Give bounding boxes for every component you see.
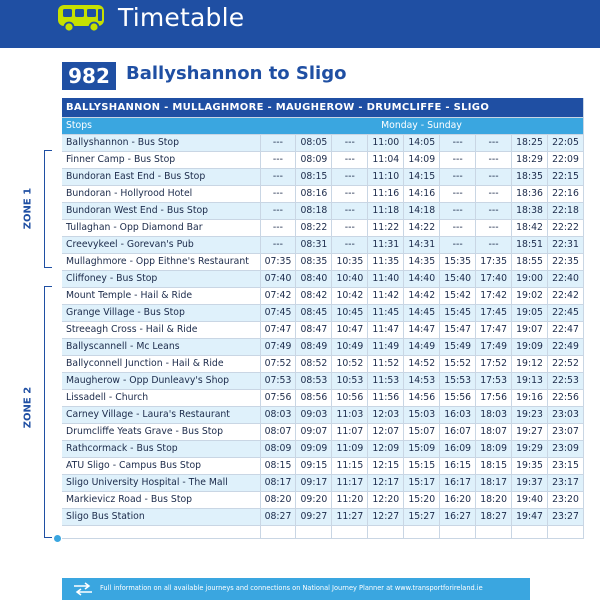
- table-row: [62, 423, 584, 440]
- departure-time: 17:52: [476, 355, 512, 372]
- departure-time: 08:17: [260, 474, 296, 491]
- departure-time: ---: [332, 219, 368, 236]
- departure-time: 11:45: [368, 304, 404, 321]
- stop-name: Bundoran West End - Bus Stop: [62, 202, 260, 219]
- days-header: Monday - Sunday: [260, 117, 584, 134]
- departure-time: 15:42: [440, 287, 476, 304]
- departure-time: 12:07: [368, 423, 404, 440]
- departure-time: 11:03: [332, 406, 368, 423]
- departure-time: 08:45: [296, 304, 332, 321]
- departure-time: 11:53: [368, 372, 404, 389]
- departure-time: 12:20: [368, 491, 404, 508]
- departure-time: ---: [260, 134, 296, 151]
- departure-time: 10:52: [332, 355, 368, 372]
- departure-time: ---: [476, 151, 512, 168]
- departure-time: 07:52: [260, 355, 296, 372]
- departure-time: 19:37: [512, 474, 548, 491]
- departure-time: 14:35: [404, 253, 440, 270]
- stop-name: Tullaghan - Opp Diamond Bar: [62, 219, 260, 236]
- footer-bar: [62, 578, 530, 600]
- departure-time: 22:45: [548, 304, 584, 321]
- departure-time: ---: [476, 219, 512, 236]
- table-row: [62, 338, 584, 355]
- departure-time: ---: [440, 236, 476, 253]
- departure-time: 10:35: [332, 253, 368, 270]
- departure-time: 09:03: [296, 406, 332, 423]
- departure-time: 17:49: [476, 338, 512, 355]
- table-row: [62, 491, 584, 508]
- departure-time: ---: [260, 151, 296, 168]
- departure-time: 18:29: [512, 151, 548, 168]
- table-row: [62, 440, 584, 457]
- departure-time: 17:53: [476, 372, 512, 389]
- header-bar: [0, 0, 600, 48]
- departure-time: 18:03: [476, 406, 512, 423]
- table-row: [62, 389, 584, 406]
- table-row: [62, 151, 584, 168]
- departure-time: 14:15: [404, 168, 440, 185]
- departure-time: 16:09: [440, 440, 476, 457]
- empty-cell: [512, 525, 548, 538]
- departure-time: 11:18: [368, 202, 404, 219]
- departure-time: 10:45: [332, 304, 368, 321]
- departure-time: 19:16: [512, 389, 548, 406]
- departure-time: 11:31: [368, 236, 404, 253]
- departure-time: ---: [260, 219, 296, 236]
- stop-name: Finner Camp - Bus Stop: [62, 151, 260, 168]
- departure-time: 15:52: [440, 355, 476, 372]
- empty-cell: [296, 525, 332, 538]
- table-row: [62, 406, 584, 423]
- departure-time: 15:17: [404, 474, 440, 491]
- departure-time: 09:07: [296, 423, 332, 440]
- departure-time: 18:27: [476, 508, 512, 525]
- departure-time: 15:56: [440, 389, 476, 406]
- departure-time: ---: [440, 168, 476, 185]
- departure-time: 08:53: [296, 372, 332, 389]
- departure-time: 09:15: [296, 457, 332, 474]
- stop-name: Creevykeel - Gorevan's Pub: [62, 236, 260, 253]
- departure-time: 18:35: [512, 168, 548, 185]
- departure-time: 09:17: [296, 474, 332, 491]
- departure-time: 07:40: [260, 270, 296, 287]
- departure-time: 22:35: [548, 253, 584, 270]
- departure-time: 08:56: [296, 389, 332, 406]
- departure-time: ---: [332, 151, 368, 168]
- stop-name: Streeagh Cross - Hail & Ride: [62, 321, 260, 338]
- departure-time: 19:27: [512, 423, 548, 440]
- empty-cell: [548, 525, 584, 538]
- departure-time: 18:20: [476, 491, 512, 508]
- departure-time: 16:20: [440, 491, 476, 508]
- stop-name: Cliffoney - Bus Stop: [62, 270, 260, 287]
- departure-time: 22:40: [548, 270, 584, 287]
- departure-time: ---: [440, 151, 476, 168]
- departure-time: 15:07: [404, 423, 440, 440]
- departure-time: 11:22: [368, 219, 404, 236]
- departure-time: 15:35: [440, 253, 476, 270]
- departure-time: 07:45: [260, 304, 296, 321]
- departure-time: ---: [440, 219, 476, 236]
- departure-time: ---: [260, 185, 296, 202]
- departure-time: 14:53: [404, 372, 440, 389]
- departure-time: 22:56: [548, 389, 584, 406]
- departure-time: 18:09: [476, 440, 512, 457]
- departure-time: ---: [476, 134, 512, 151]
- departure-time: ---: [440, 185, 476, 202]
- departure-time: 11:20: [332, 491, 368, 508]
- departure-time: 12:27: [368, 508, 404, 525]
- stop-name: Lissadell - Church: [62, 389, 260, 406]
- departure-time: ---: [260, 168, 296, 185]
- departure-time: ---: [476, 202, 512, 219]
- stop-name: Bundoran East End - Bus Stop: [62, 168, 260, 185]
- departure-time: 22:47: [548, 321, 584, 338]
- departure-time: 08:05: [296, 134, 332, 151]
- departure-time: ---: [332, 236, 368, 253]
- departure-time: 11:07: [332, 423, 368, 440]
- departure-time: 23:17: [548, 474, 584, 491]
- departure-time: ---: [440, 134, 476, 151]
- departure-time: 17:42: [476, 287, 512, 304]
- departure-time: 10:56: [332, 389, 368, 406]
- table-row: [62, 287, 584, 304]
- departure-time: 14:09: [404, 151, 440, 168]
- departure-time: ---: [332, 168, 368, 185]
- departure-time: 07:49: [260, 338, 296, 355]
- departure-time: 22:09: [548, 151, 584, 168]
- departure-time: 22:05: [548, 134, 584, 151]
- departure-time: 18:36: [512, 185, 548, 202]
- departure-time: 19:35: [512, 457, 548, 474]
- departure-time: 14:22: [404, 219, 440, 236]
- departure-time: 08:15: [260, 457, 296, 474]
- table-row: [62, 185, 584, 202]
- departure-time: 16:07: [440, 423, 476, 440]
- departure-time: 22:53: [548, 372, 584, 389]
- departure-time: 16:15: [440, 457, 476, 474]
- departure-time: 07:53: [260, 372, 296, 389]
- departure-time: 08:15: [296, 168, 332, 185]
- departure-time: 08:16: [296, 185, 332, 202]
- table-row: [62, 219, 584, 236]
- departure-time: 19:05: [512, 304, 548, 321]
- departure-time: 10:40: [332, 270, 368, 287]
- departure-time: 11:17: [332, 474, 368, 491]
- stop-name: Carney Village - Laura's Restaurant: [62, 406, 260, 423]
- departure-time: 18:15: [476, 457, 512, 474]
- departure-time: 08:27: [260, 508, 296, 525]
- departure-time: 19:09: [512, 338, 548, 355]
- table-row: [62, 321, 584, 338]
- departure-time: 14:47: [404, 321, 440, 338]
- footer-text: Full information on all available journeys and connections on National Journey Planner at www.transportforireland.ie: [100, 584, 483, 592]
- departure-time: 09:27: [296, 508, 332, 525]
- departure-time: 08:42: [296, 287, 332, 304]
- departure-time: 23:20: [548, 491, 584, 508]
- table-row: [62, 508, 584, 525]
- departure-time: 14:56: [404, 389, 440, 406]
- departure-time: ---: [332, 185, 368, 202]
- stop-name: Sligo Bus Station: [62, 508, 260, 525]
- departure-time: 18:51: [512, 236, 548, 253]
- empty-cell: [62, 525, 260, 538]
- table-row: [62, 304, 584, 321]
- empty-cell: [332, 525, 368, 538]
- departure-time: 17:40: [476, 270, 512, 287]
- stop-name: Mullaghmore - Opp Eithne's Restaurant: [62, 253, 260, 270]
- departure-time: 07:35: [260, 253, 296, 270]
- departure-time: 11:56: [368, 389, 404, 406]
- departure-time: 12:09: [368, 440, 404, 457]
- departure-time: 17:56: [476, 389, 512, 406]
- departure-time: 14:52: [404, 355, 440, 372]
- departure-time: 19:12: [512, 355, 548, 372]
- departure-time: 19:29: [512, 440, 548, 457]
- stop-name: Ballyconnell Junction - Hail & Ride: [62, 355, 260, 372]
- departure-time: 22:15: [548, 168, 584, 185]
- zone-1-label: ZONE 1: [22, 187, 34, 230]
- stop-name: Grange Village - Bus Stop: [62, 304, 260, 321]
- departure-time: ---: [476, 236, 512, 253]
- departure-time: 11:40: [368, 270, 404, 287]
- departure-time: 14:45: [404, 304, 440, 321]
- departure-time: 22:16: [548, 185, 584, 202]
- departure-time: 11:00: [368, 134, 404, 151]
- departure-time: 10:42: [332, 287, 368, 304]
- departure-time: 08:18: [296, 202, 332, 219]
- departure-time: 11:47: [368, 321, 404, 338]
- departure-time: 15:20: [404, 491, 440, 508]
- stop-name: Bundoran - Hollyrood Hotel: [62, 185, 260, 202]
- empty-cell: [260, 525, 296, 538]
- departure-time: 15:47: [440, 321, 476, 338]
- table-row: [62, 270, 584, 287]
- departure-time: 18:38: [512, 202, 548, 219]
- departure-time: 19:23: [512, 406, 548, 423]
- empty-cell: [440, 525, 476, 538]
- departure-time: 08:52: [296, 355, 332, 372]
- empty-cell: [404, 525, 440, 538]
- departure-time: 23:27: [548, 508, 584, 525]
- departure-time: 14:05: [404, 134, 440, 151]
- departure-time: 07:42: [260, 287, 296, 304]
- departure-time: 11:04: [368, 151, 404, 168]
- zone-1-bracket: [44, 150, 52, 268]
- empty-cell: [368, 525, 404, 538]
- departure-time: 07:47: [260, 321, 296, 338]
- departure-time: 15:09: [404, 440, 440, 457]
- departure-time: 08:22: [296, 219, 332, 236]
- table-row: [62, 372, 584, 389]
- departure-time: 17:45: [476, 304, 512, 321]
- departure-time: 15:03: [404, 406, 440, 423]
- route-number-badge: 982: [62, 62, 116, 90]
- route-via-row: [62, 98, 584, 117]
- departure-time: 18:42: [512, 219, 548, 236]
- departure-time: 22:31: [548, 236, 584, 253]
- departure-time: 23:09: [548, 440, 584, 457]
- departure-time: 11:49: [368, 338, 404, 355]
- departure-time: 09:20: [296, 491, 332, 508]
- departure-time: 09:09: [296, 440, 332, 457]
- departure-time: 12:17: [368, 474, 404, 491]
- departure-time: 12:15: [368, 457, 404, 474]
- stops-header: Stops: [62, 117, 260, 134]
- departure-time: 19:13: [512, 372, 548, 389]
- page-title: Timetable: [118, 3, 245, 32]
- departure-time: 11:52: [368, 355, 404, 372]
- route-via: BALLYSHANNON - MULLAGHMORE - MAUGHEROW - DRUMCLIFFE - SLIGO: [62, 98, 584, 117]
- table-row: [62, 202, 584, 219]
- stop-name: Maugherow - Opp Dunleavy's Shop: [62, 372, 260, 389]
- departure-time: 12:03: [368, 406, 404, 423]
- empty-row: [62, 525, 584, 538]
- departure-time: 22:49: [548, 338, 584, 355]
- departure-time: ---: [332, 134, 368, 151]
- empty-cell: [476, 525, 512, 538]
- departure-time: 14:16: [404, 185, 440, 202]
- departure-time: 15:40: [440, 270, 476, 287]
- departure-time: 18:17: [476, 474, 512, 491]
- departure-time: 11:15: [332, 457, 368, 474]
- departure-time: 11:10: [368, 168, 404, 185]
- stop-name: Markievicz Road - Bus Stop: [62, 491, 260, 508]
- departure-time: 17:35: [476, 253, 512, 270]
- zone-2-label: ZONE 2: [22, 386, 34, 429]
- route-name: Ballyshannon to Sligo: [126, 63, 347, 84]
- bus-icon: [56, 2, 108, 34]
- departure-time: ---: [332, 202, 368, 219]
- departure-time: 15:45: [440, 304, 476, 321]
- departure-time: 16:03: [440, 406, 476, 423]
- arrows-icon: [72, 582, 94, 596]
- departure-time: 22:22: [548, 219, 584, 236]
- departure-time: 10:47: [332, 321, 368, 338]
- table-row: [62, 474, 584, 491]
- stop-name: ATU Sligo - Campus Bus Stop: [62, 457, 260, 474]
- departure-time: 19:07: [512, 321, 548, 338]
- departure-time: ---: [476, 185, 512, 202]
- departure-time: 08:09: [260, 440, 296, 457]
- table-row: [62, 168, 584, 185]
- departure-time: 07:56: [260, 389, 296, 406]
- timetable: [62, 98, 584, 539]
- departure-time: 08:31: [296, 236, 332, 253]
- departure-time: 19:00: [512, 270, 548, 287]
- departure-time: 08:35: [296, 253, 332, 270]
- departure-time: 23:15: [548, 457, 584, 474]
- departure-time: 18:55: [512, 253, 548, 270]
- departure-time: 08:09: [296, 151, 332, 168]
- table-row: [62, 457, 584, 474]
- departure-time: 18:25: [512, 134, 548, 151]
- table-row: [62, 134, 584, 151]
- stop-name: Ballyshannon - Bus Stop: [62, 134, 260, 151]
- departure-time: 08:40: [296, 270, 332, 287]
- departure-time: 16:17: [440, 474, 476, 491]
- departure-time: 11:16: [368, 185, 404, 202]
- departure-time: 08:07: [260, 423, 296, 440]
- departure-time: 23:03: [548, 406, 584, 423]
- departure-time: 19:40: [512, 491, 548, 508]
- departure-time: 14:40: [404, 270, 440, 287]
- header-row: [62, 117, 584, 134]
- departure-time: 15:49: [440, 338, 476, 355]
- table-row: [62, 355, 584, 372]
- departure-time: 14:49: [404, 338, 440, 355]
- departure-time: 10:49: [332, 338, 368, 355]
- zone-end-dot: [54, 535, 61, 542]
- stop-name: Mount Temple - Hail & Ride: [62, 287, 260, 304]
- departure-time: 16:27: [440, 508, 476, 525]
- table-row: [62, 236, 584, 253]
- departure-time: 08:20: [260, 491, 296, 508]
- departure-time: 15:53: [440, 372, 476, 389]
- departure-time: 17:47: [476, 321, 512, 338]
- departure-time: 22:52: [548, 355, 584, 372]
- departure-time: 19:02: [512, 287, 548, 304]
- departure-time: 22:18: [548, 202, 584, 219]
- departure-time: ---: [260, 202, 296, 219]
- stop-name: Drumcliffe Yeats Grave - Bus Stop: [62, 423, 260, 440]
- departure-time: 11:42: [368, 287, 404, 304]
- stop-name: Rathcormack - Bus Stop: [62, 440, 260, 457]
- departure-time: 19:47: [512, 508, 548, 525]
- departure-time: 08:47: [296, 321, 332, 338]
- departure-time: 23:07: [548, 423, 584, 440]
- departure-time: 11:27: [332, 508, 368, 525]
- departure-time: ---: [440, 202, 476, 219]
- departure-time: 14:18: [404, 202, 440, 219]
- table-row: [62, 253, 584, 270]
- departure-time: 11:09: [332, 440, 368, 457]
- departure-time: 08:03: [260, 406, 296, 423]
- departure-time: 10:53: [332, 372, 368, 389]
- departure-time: 11:35: [368, 253, 404, 270]
- stop-name: Sligo University Hospital - The Mall: [62, 474, 260, 491]
- departure-time: 08:49: [296, 338, 332, 355]
- departure-time: ---: [476, 168, 512, 185]
- departure-time: 14:42: [404, 287, 440, 304]
- departure-time: 15:15: [404, 457, 440, 474]
- departure-time: 15:27: [404, 508, 440, 525]
- departure-time: 22:42: [548, 287, 584, 304]
- departure-time: ---: [260, 236, 296, 253]
- departure-time: 14:31: [404, 236, 440, 253]
- stop-name: Ballyscannell - Mc Leans: [62, 338, 260, 355]
- departure-time: 18:07: [476, 423, 512, 440]
- zone-2-bracket: [44, 286, 52, 538]
